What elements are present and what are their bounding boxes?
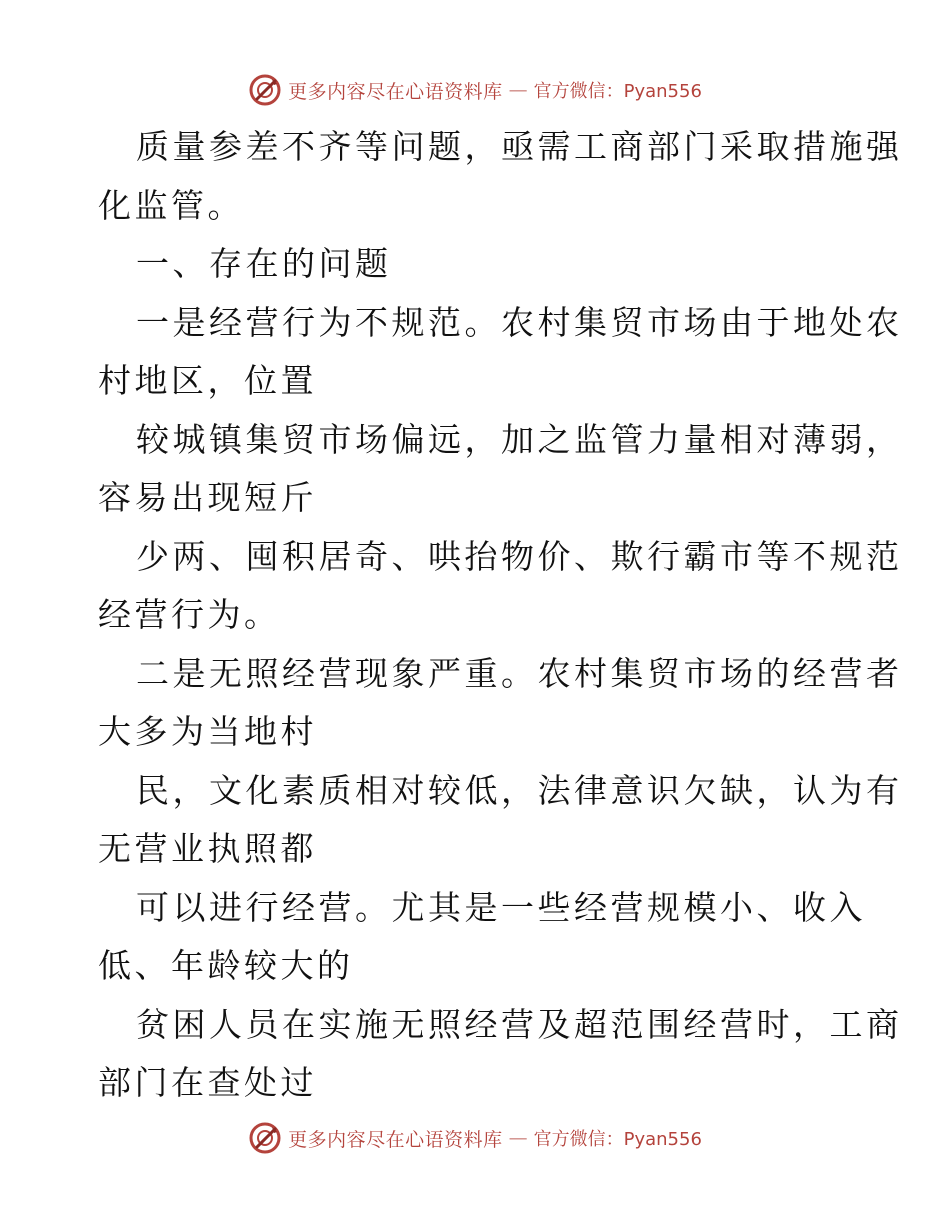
brand-logo-icon (248, 73, 282, 107)
text-line: 较城镇集贸市场偏远，加之监管力量相对薄弱， (136, 419, 903, 459)
footer-brand-text: 更多内容尽在心语资料库 (288, 1128, 503, 1151)
text-line: 质量参差不齐等问题，亟需工商部门采取措施强 (136, 127, 903, 166)
text-line: 一是经营行为不规范。农村集贸市场由于地处农 (136, 302, 903, 342)
footer-separator: — (508, 1127, 528, 1149)
text-line: 低、年龄较大的 (98, 946, 354, 985)
text-line: 大多为当地村 (98, 712, 317, 751)
text-line: 经营行为。 (98, 595, 281, 634)
header-banner (0, 70, 950, 110)
text-line: 容易出现短斤 (98, 478, 317, 517)
footer-wechat-contact: 官方微信：Pyan556 (533, 1129, 702, 1150)
footer-banner (0, 1118, 950, 1158)
text-line: 化监管。 (98, 185, 244, 225)
header-separator: — (508, 79, 528, 101)
section-heading: 一、存在的问题 (136, 244, 392, 283)
header-wechat-contact: 官方微信：Pyan556 (533, 81, 702, 102)
text-line: 部门在查处过 (98, 1063, 317, 1102)
text-line: 村地区，位置 (98, 361, 317, 400)
body-text (98, 118, 903, 1113)
text-line: 民，文化素质相对较低，法律意识欠缺，认为有 (136, 770, 903, 810)
header-brand-text: 更多内容尽在心语资料库 (288, 80, 503, 103)
text-line: 贫困人员在实施无照经营及超范围经营时，工商 (136, 1004, 903, 1044)
text-line: 可以进行经营。尤其是一些经营规模小、收入 (136, 887, 866, 927)
text-line: 少两、囤积居奇、哄抬物价、欺行霸市等不规范 (136, 536, 903, 576)
brand-logo-icon (248, 1121, 282, 1155)
text-line: 二是无照经营现象严重。农村集贸市场的经营者 (136, 653, 903, 693)
text-line: 无营业执照都 (98, 829, 317, 868)
